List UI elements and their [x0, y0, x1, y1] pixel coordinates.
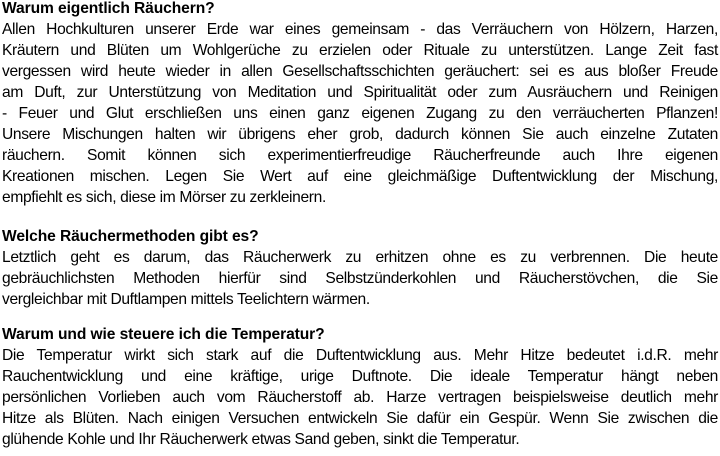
body-line: Unsere Mischungen halten wir übrigens eher grob, dadurch können Sie auch einzelne Zutaten [2, 126, 718, 143]
section-why-incense [2, 0, 718, 208]
body-line: räuchern. Somit können sich experimentierfreudige Räucherfreunde auch Ihre eigenen [2, 147, 718, 164]
body-line: Hitze als Blüten. Nach einigen Versuchen entwickeln Sie dafür ein Gespür. Wenn Sie zwischen die [2, 410, 718, 427]
body-line: Kreationen mischen. Legen Sie Wert auf eine gleichmäßige Duftentwicklung der Mischung, [2, 168, 718, 185]
body-line: gebräuchlichsten Methoden hierfür sind Selbstzünderkohlen und Räucherstövchen, die Sie [2, 270, 718, 287]
body-line: vergleichbar mit Duftlampen mittels Teelichtern wärmen. [2, 291, 370, 308]
section-body [2, 247, 718, 310]
body-line: am Duft, zur Unterstützung von Meditation und Spiritualität oder zum Ausräuchern und Reinigen [2, 84, 718, 101]
body-line: - Feuer und Glut erschließen uns einen ganz eigenen Zugang zu den verräucherten Pflanzen! [2, 105, 718, 122]
section-heading: Warum und wie steuere ich die Temperatur? [2, 326, 325, 343]
section-heading: Welche Räuchermethoden gibt es? [2, 228, 259, 245]
section-temperature-control [2, 324, 718, 450]
section-heading: Warum eigentlich Räuchern? [2, 0, 215, 17]
section-body [2, 345, 718, 450]
body-line: persönlichen Vorlieben auch vom Räucherstoff ab. Harze vertragen beispielsweise deutlich mehr [2, 389, 718, 406]
body-line: Letztlich geht es darum, das Räucherwerk zu erhitzen ohne es zu verbrennen. Die heute [2, 249, 718, 266]
section-incense-methods [2, 226, 718, 310]
body-line: Die Temperatur wirkt sich stark auf die Duftentwicklung aus. Mehr Hitze bedeutet i.d.R. mehr [2, 347, 718, 364]
body-line: Rauchentwicklung und eine kräftige, urige Duftnote. Die ideale Temperatur hängt neben [2, 368, 718, 385]
body-line: Kräutern und Blüten um Wohlgerüche zu erzielen oder Rituale zu unterstützen. Lange Zeit fast [2, 42, 718, 59]
section-body [2, 19, 718, 208]
body-line: Allen Hochkulturen unserer Erde war eines gemeinsam - das Verräuchern von Hölzern, Harzen, [2, 21, 718, 38]
body-line: glühende Kohle und Ihr Räucherwerk etwas Sand geben, sinkt die Temperatur. [2, 431, 520, 448]
body-line: vergessen wird heute wieder in allen Gesellschaftsschichten geräuchert: sei es aus bloßer Freude [2, 63, 718, 80]
body-line: empfiehlt es sich, diese im Mörser zu zerkleinern. [2, 189, 326, 206]
